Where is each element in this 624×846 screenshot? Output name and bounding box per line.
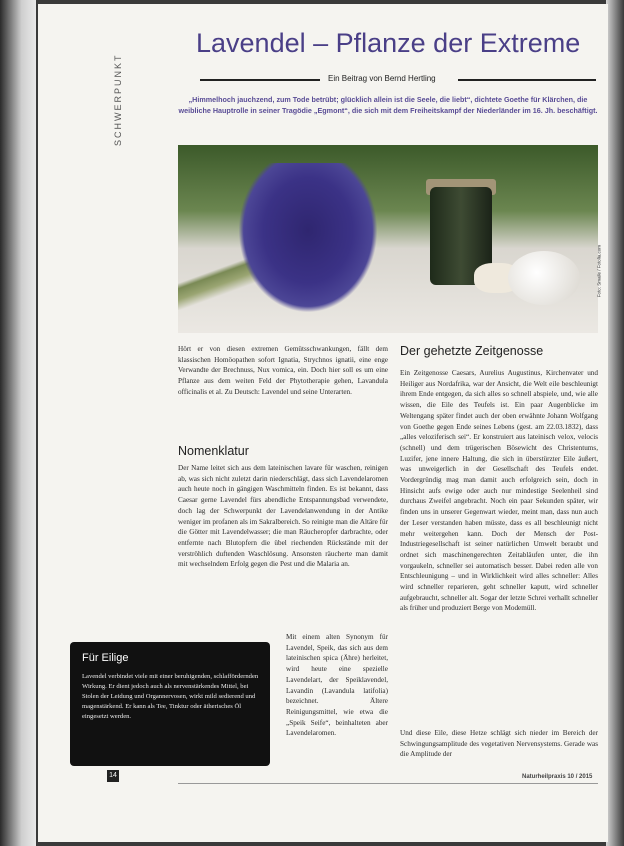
scan-shadow-left <box>0 0 36 846</box>
intro-paragraph <box>178 344 388 398</box>
photo-credit: Foto: Smaile / Fotolia.com <box>596 245 601 298</box>
nomenklatur-text: Der Name leitet sich aus dem lateinischen lavare für waschen, reinigen ab, was sich nicht zuletzt darin niederschlägt, dass sich Lavendelaromen auch heute noch in gängigen Waschmitteln finden. Es ist bekannt, dass Caesar gerne Lavendel fürs abendliche Entspannungsbad verwendete, doch lag der Schwerpunkt der Lavendelanwendung in der Antike weniger im profanen als im Sakralbereich. So reinigte man die Altäre für die Götter mit Lavendelwasser; die man Räucheropfer darbrachte, oder entfernte nach Blutopfern die übel riechenden Rückstände mit der verströhlich duftenden Waschlösung. Ansonsten räucherte man damit mit wechselndem Erfolg gegen die Pest und die Malaria an. <box>178 464 388 569</box>
summary-box-text: Lavendel verbindet viele mit einer beruhigenden, schlaffördernden Wirkung. Er dient jedoch auch als nervenstärkendes Mittel, bei Stolen der Leidung und Organnervosen, wirkt mild sedierend und magenstärkend. Er kann als Tee, Tinktur oder ätherisches Öl eingesetzt werden. <box>82 673 259 720</box>
zeitgenosse-tail <box>400 728 598 760</box>
nomenklatur-body <box>178 463 388 570</box>
nomenklatur-tail-text: Mit einem alten Synonym für Lavendel, Speik, das sich aus dem lateinischen spica (Ähre) herleitet, wird heute eine spezielle Lavendelart, der Speiklavendel, Lavandin (Lavandula latifolia) bezeichnet. Ältere Reinigungsmittel, wie etwa die „Speik Seife“, beinhalteten aber Lavendelaromen. <box>286 633 388 738</box>
zeitgenosse-body <box>400 368 598 614</box>
author-rule-right <box>458 79 596 81</box>
lead-quote: „Himmelhoch jauchzend, zum Tode betrübt; glücklich allein ist die Seele, die liebt“, dichtete Goethe für Klärchen, die weibliche Hauptrolle in seiner Tragödie „Egmont“, die sich mit dem Freiheitskampf der Niederländer im 16. Jh. beschäftigt. <box>178 95 598 115</box>
author-byline: Ein Beitrag von Bernd Hertling <box>328 74 436 83</box>
lavender-photo <box>178 145 601 333</box>
section-label-text: SCHWERPUNKT <box>113 53 123 146</box>
summary-box-title: Für Eilige <box>82 652 129 664</box>
article-title: Lavendel – Pflanze der Extreme <box>196 28 581 58</box>
soap-ball <box>508 251 580 305</box>
heading-zeitgenosse: Der gehetzte Zeitgenosse <box>400 344 544 358</box>
intro-text: Hört er von diesen extremen Gemütsschwankungen, fällt dem klassischen Homöopathen sofort Ignatia, Strychnos ignatii, eine enge Verwandte der Brechnuss, Nux vomica, ein. Doch hier soll es um eine Pflanze aus dem weiten Feld der Phytotherapie gehen, Lavandula officinalis et al. Zu Deutsch: Lavendel und seine Unterarten. <box>178 345 388 396</box>
summary-box <box>70 642 270 766</box>
zeitgenosse-text: Ein Zeitgenosse Caesars, Aurelius Augustinus, Kirchenvater und Heiliger aus Nordafrika, war der Ansicht, die Welt eile beschleunigt ihrem Ende entgegen, da sich alles so schnell abspiele, und, wie alle wissen, die Eile des Teufels ist. Ein paar Augenblicke im Weltengang später findet auch der oben erwähnte Johann Wolfgang von Goethe gegen Ende seines Lebens (gest. am 22.03.1832), dass „alles veloziferisch sei“. Er konstruiert aus lateinisch velox, velocis (schnell) und dem trügerischen Bösewicht des Christentums, Luzifer, jene innere Haltung, die sich in überstürzter Eile äußert, was unweigerlich in der Gesellschaft des Teufels endet. Vordergründig mag man damit auch erfolgreich sein, doch in Hinsicht aufs ewige oder auch nur mindestige Seelenheil sind durchaus Zweifel angebracht. Noch ein paar Sekunden später, wir finden uns in unserer Gegenwart wieder, meint man, dass nun auch der Leser verstanden haben müsste, dass es all beschleunigt nicht mehr weitergehen kann. Doch der Mensch der Post-Industriegesellschaft ist seiner natürlichen Umwelt beraubt und ordnet sich maschinengerechten Zeitabläufen unter, die ihn vorgaukeln, schneller sei automatisch besser. Dabei reden alle von Entschleunigung – und in Wirklichkeit wird alles schneller: Alles wird schneller reparieren, geht schneller kaputt, wird schneller aufgebraucht, schneller alt. Sogar der letzte Schrei verhallt schneller als früher und produziert Berge von Modemüll. <box>400 369 598 613</box>
lavender-bouquet <box>238 163 378 313</box>
section-label <box>113 38 129 148</box>
nomenklatur-tail <box>286 632 388 739</box>
author-rule-left <box>200 79 320 81</box>
page-number: 14 <box>107 770 119 782</box>
magazine-footer: Naturheilpraxis 10 / 2015 <box>522 774 593 780</box>
author-line <box>200 74 596 86</box>
footer-rule <box>178 783 598 784</box>
zeitgenosse-tail-text: Und diese Eile, diese Hetze schlägt sich nieder im Bereich der Schwingungsamplitude des vegetativen Nervensystems. Gerade was die Amplitude der <box>400 729 598 759</box>
heading-nomenklatur: Nomenklatur <box>178 444 249 458</box>
scan-shadow-right <box>606 0 624 846</box>
